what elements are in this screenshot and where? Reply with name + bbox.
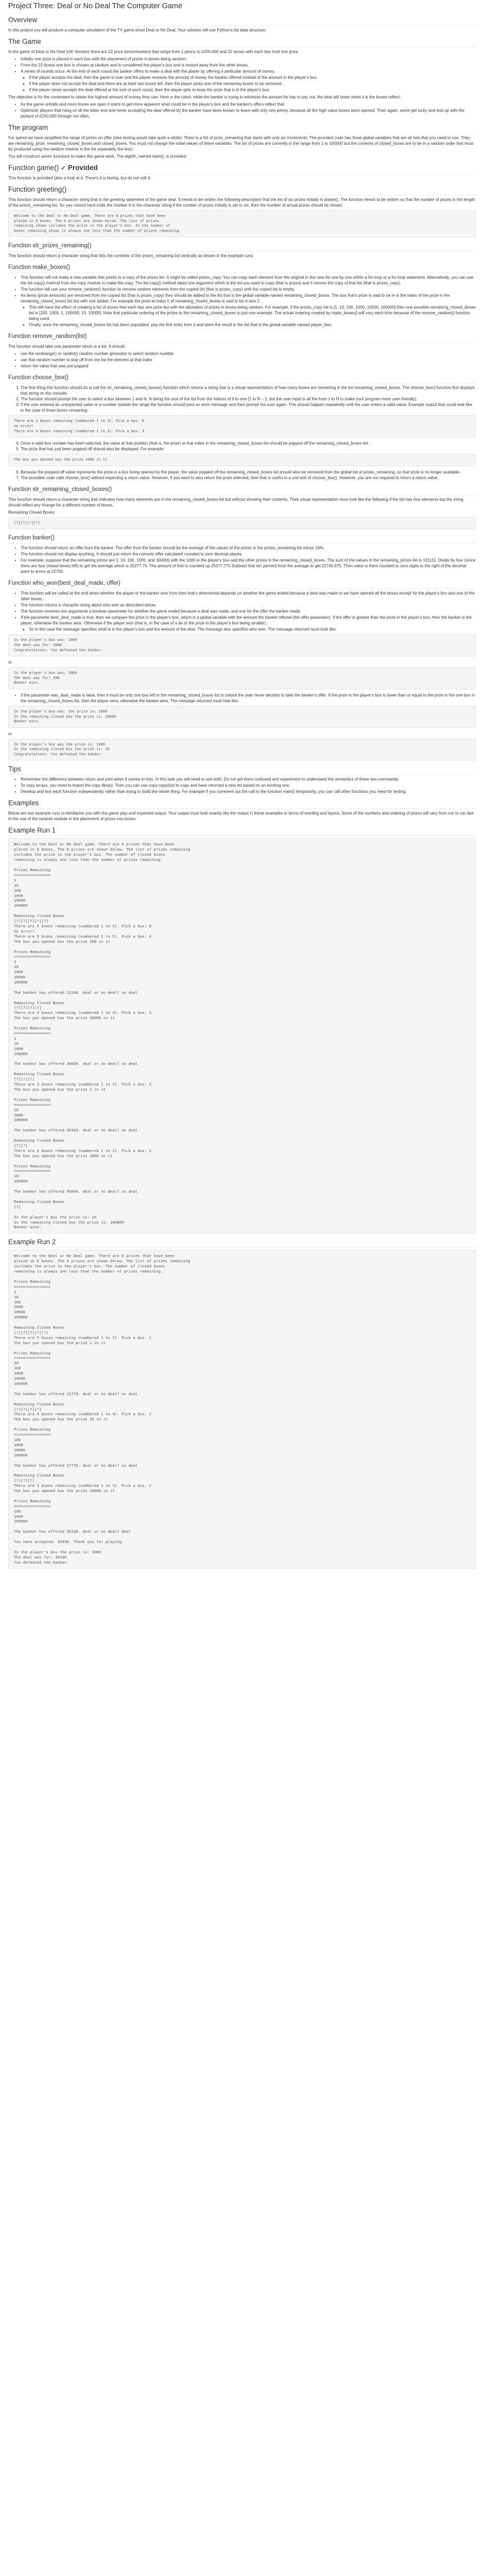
tips-list (8, 776, 476, 794)
game-intro: In the game of Deal or No Deal (UK Version) there are 22 prize denominations that range from 1 penny to £250,000 and 22 boxes with each box hold one prize. (8, 49, 299, 54)
who-won-code-1: In the player's box was: 1000 The deal was for: 5000 Congratulations. You defeated the banker. (8, 634, 476, 656)
list-item: • From the 22 boxes one box is chosen at random and is considered the player's box and is moved away from the other boxes. (21, 62, 476, 68)
who-won-sub-list (21, 626, 476, 632)
list-item: • use the randrange() or randint() random number generator to select random number (21, 351, 476, 357)
list-item: • Initially one prize is placed in each box with the placement of prizes in boxes being random. (21, 56, 476, 62)
list-item: • use that random number to pop off from the list the element at that index (21, 357, 476, 363)
fn-str-closed-text: This function should return a character string that indicates how many elements are in the remaining_closed_boxes list but without showing their contents. Their visual representation must look like the following if the list has four elements but the string should reflect any change for a different number of boxes. (8, 497, 463, 507)
list-item: • As the game unfolds and more boxes are open it starts to get more apparent what could be in the player's box and the banker's offers reflect that. (21, 101, 476, 107)
fn-greeting-heading: Function greeting() (8, 185, 476, 195)
list-item (21, 293, 476, 328)
overview-heading: Overview (8, 15, 476, 26)
fn-prizes-remaining-heading: Function str_prizes_remaining() (8, 241, 476, 251)
list-item: 3. If the user entered an unexpected value or a number outside the range the function should print an error message and then prompt the user again. This should happen repeatedly until the user enters a valid value. Example output that could look like in the case of three boxes remaining: (21, 402, 476, 413)
fn-game-heading (8, 163, 476, 174)
fn-prizes-remaining-text: This function should return a character string that lists the contents of the prizes_remaining list vertically as shown in the example runs. (8, 253, 254, 259)
examples-text: Below are two example runs to familiarise you with the game play and expected output. Your output must look exactly like the output in these examples in terms of wording and layout. Some of the numbers and ordering of prizes will vary from run to run due to the use of the random module in the placement of prizes into boxes. (8, 811, 474, 822)
list-item (21, 615, 476, 632)
game-heading: The Game (8, 37, 476, 47)
example-run-1-code: Welcome to the Deal or No Deal game. There are 6 prizes that have been placed in 6 boxes. The 6 prizes are shown below. The list of prizes remaining includes the prize in the player's box. The number of closed boxes remaining is always one less than the number of prizes remaining. Prizes Remaining ================ 1 10 100 1000 10000 100000 Remaining Closed Boxes [?][?][?][?][?] There are 5 boxes remaining (numbered 1 to 5). Pick a box: 8 no error! There are 5 boxes remaining (numbered 1 to 5). Pick a box: 4 The box you opened has the prize 100 in it Prizes Remaining ================ 1 10 1000 10000 100000 The banker has offered 22248. deal or no deal? no deal Remaining Closed Boxes [?][?][?][?] There are 4 boxes remaining (numbered 1 to 4). Pick a box: 3 The box you opened has the prize 10000 in it Prizes Remaining ================ 1 10 1000 100000 The banker has offered 30030. deal or no deal? no deal Remaining Closed Boxes [?][?][?] There are 3 boxes remaining (numbered 1 to 3). Pick a box: 3 The box you opened has the prize 1 in it Prizes Remaining ================ 10 1000 100000 The banker has offered 30303. deal or no deal? no deal Remaining Closed Boxes [?][?] There are 2 boxes remaining (numbered 1 to 2). Pick a box: 2 The box you opened has the prize 1000 in it Prizes Remaining ================ 10 100000 The banker has offered 45004. deal or no deal? no deal Remaining Closed Boxes [?] In the player's box the prize is: 10 In the remaining closed box the prize is: 100000 Banker wins. (8, 838, 476, 1233)
who-won-list-2 (8, 692, 476, 704)
remove-random-list (8, 351, 476, 369)
list-item: • For example, suppose that the remaining prizes are 1, 10, 100, 1000, and 100000 with the 1000 in the player's box and the other prizes in the remaining_closed_boxes. The sum of the values in the remaining_prizes list is 101111. Divide by four (since there are four closed boxes left) to get the average which is 25277.75. The amount of that is rounded up 25277.775 Subtract that ten percent from the average to get 22749.975. Then value is them rounded to zero digits to the right of the decimal point to arrive at 22750. (21, 557, 476, 574)
choose-box-code-2: The box you opened has the prize 1000 in it (8, 454, 476, 466)
who-won-or-1: or (8, 660, 12, 665)
list-item: 7. The provided code calls choose_box() without expecting a return value. However, if you want to also return the prize selected, then that is useful in a unit test of choose_box(). However, you are not required to return a return value. (21, 475, 476, 481)
list-item: • This function will be called at the end when whether the player or the banker won from then that's determined depends on whether the game ended because a deal was made or we have opened all the boxes except for the player's box and one of the other boxes. (21, 590, 476, 602)
game-objective: The objective is for the contestant to obtain the highest amount of money they can. Here is the catch: while the banker is trying to minimise the amount he has to pay out, the deal will lower when it is the boxes reflect: (8, 95, 401, 99)
fn-str-closed-heading: Function str_remaining_closed_boxes() (8, 485, 476, 495)
game-rules-list (8, 56, 476, 93)
fn-game-title: Function game() (8, 164, 59, 172)
example-run-1-heading: Example Run 1 (8, 826, 476, 836)
provided-badge: Provided (67, 164, 98, 172)
list-item: • The function will use your remove_random() function to remove random elements from the copied list (that is prizes_copy) until the copied list is empty. (21, 286, 476, 292)
list-item: ◦ Finally, once the remaining_closed_boxes list has been populated, pop the first entry from it and store the result in the list that is the global variable named player_box. (29, 322, 476, 328)
who-won-code-2: In the player's box was: 1000 The deal was for: 500 Banker wins. (8, 667, 476, 689)
fn-remove-random-intro: The function should take one parameter which is a list. It should: (8, 344, 126, 349)
make-boxes-list (8, 275, 476, 328)
list-item: ◦ So in the case the message specifies what is in the player's box and the amount of the deal. The message also specifies who won. The message returned must look like: (29, 626, 476, 632)
overview-text: In this project you will produce a computer simulation of the TV game show Deal or No Deal. Your solution will use Python's list data structure. (8, 28, 267, 32)
check-icon: ✔ (61, 164, 66, 172)
list-item: • Develop and test each function independently rather than trying to build the whole thing. For example if you comment out the call to the function main() temporarily, you can call other functions you need for testing. (21, 789, 476, 794)
tips-heading: Tips (8, 765, 476, 775)
example-run-2-heading: Example Run 2 (8, 1238, 476, 1248)
list-item-text: A series of rounds occur. At the end of each round the banker offers to make a deal with the player by offering a particular amount of money. (21, 69, 275, 74)
game-sub-list (21, 75, 476, 93)
choose-box-list-2 (8, 440, 476, 452)
who-won-code-4: In the player's box was the prize is: 1000 In the remaining closed box the prize is: 10 Congratulations. You defeated the banker. (8, 739, 476, 761)
fn-banker-heading: Function banker() (8, 533, 476, 544)
remaining-closed-label: Remaining Closed Boxes (8, 510, 55, 515)
list-item: 6. Because the popped-off value represents the prize in a box being opened by the player, the value popped off the remaining_closed_boxes list should also be removed from the global list of prizes_remaining, so that prize is no longer available. (21, 469, 476, 475)
list-item: • If the parameter was_deal_made is false, then it must be only one box left in the remaining_closed_boxes list to unlock the year never decides to take the banker's offer. If the prize in the player's box is lower than or equal to the prize in the one box in the remaining_closed_boxes list, then the player wins, otherwise the banker wins. The message returned must look like: (21, 692, 476, 704)
closed-boxes-code: [?][?][?][?] (8, 517, 476, 530)
list-item: • The function returns a character string about who won as described below. (21, 602, 476, 608)
fn-choose-box-heading: Function choose_box() (8, 373, 476, 383)
list-item: • The function should return an offer from the banker. The offer from the banker should be the average of the values of the prizes in the prizes_remaining list minus 10%. (21, 545, 476, 551)
fn-make-boxes-heading: Function make_boxes() (8, 263, 476, 273)
list-item: • Optimistic players that hang on till the bitter end and never accepting the deal offered by the banker have been known to leave with only one penny, because all the high value boxes were opened. Then again, some get lucky and end up with the jackpot of £250,000 through not often. (21, 108, 476, 119)
list-item: 5. The prize that has just been popped off should also be displayed. For example: (21, 446, 476, 452)
list-item: ◦ This will have the effect of creating a list of boxes that each has one prize but with the allocation of prizes to boxes being random. For example, if the prizes_copy list is [1, 10, 100, 1000, 10000, 100000] then one possible remaining_closed_boxes list is [100, 1000, 1, 100000, 10, 10000]. Note that particular ordering of the prizes in the remaining_closed_boxes is just one example. The actual ordering created by make_boxes() will vary each time because of the remove_random() function being used. (29, 304, 476, 321)
fn-who-won-heading: Function who_won(best_deal_made, offer) (8, 579, 476, 589)
examples-heading: Examples (8, 799, 476, 809)
program-text-2: You will construct seven functions to make this game work. The eighth, named main(), is provided. (8, 154, 187, 159)
list-item: • The function should not display anything. It should just return the numeric offer calculated rounded to zero decimal places. (21, 551, 476, 557)
make-boxes-sub-list (21, 304, 476, 328)
game-objective-list (8, 101, 476, 119)
choose-box-list-3 (8, 469, 476, 481)
banker-list (8, 545, 476, 574)
list-item: • This function will not make a new variable that points to a copy of the prizes list. It might be called prizes_copy. You can copy each element from the original to the new list one by one within a for-loop or a for-loop statement. Alternatively, you can use the list.copy() method from the copy module to make the copy. The list.copy() method takes one argument which is the list you want to copy (that is prizes) and it returns the copy of that list (that is prizes_copy). (21, 275, 476, 286)
program-heading: The program (8, 123, 476, 133)
who-won-code-3: In the player's box was: the prize is: 1000 In the remaining closed box the prize is: 10000 Banker wins. (8, 706, 476, 728)
list-item: • return the value that was just popped (21, 363, 476, 369)
list-item: ◦ If the player never accepts the deal offered at the end of each round, then the player gets to keep the prize that is in the player's box. (29, 87, 476, 93)
who-won-list (8, 590, 476, 632)
choose-box-code-1: There are 3 boxes remaining (numbered 1 to 3). Pick a box: 8 no error! There are 3 boxes remaining (numbered 1 to 3). Pick a box: 3 (8, 415, 476, 437)
list-item: ◦ If the player does not accept the deal and there are at least two boxes left, then the player picks one of the remaining boxes to be removed. (29, 81, 476, 87)
fn-game-text: This function is provided (also a look at it. There's it is boring, but do not edit it. (8, 176, 151, 180)
choose-box-list (8, 385, 476, 413)
greeting-code-block: Welcome to the Deal or No Deal game. There are 6 prizes that have been placed in 6 boxes. The 6 prizes are shown below. The list of prizes remaining shown includes the prize in the player's box. In the number of boxes remaining shown is always one less than the number of prizes remaining. (8, 210, 476, 237)
list-item: 1. The first thing this function should do is call the str_remaining_closed_boxes() function which returns a string that is a visual representation of how many boxes are remaining in the list remaining_closed_boxes. The choose_box() function first displays that string on the console. (21, 385, 476, 396)
list-item: • The function receives two arguments a boolean parameter for whether the game ended because a deal was made, and one for the offer the banker made. (21, 608, 476, 614)
page-title: Project Three: Deal or No Deal The Computer Game (8, 2, 182, 10)
list-item-text: As items (prize amounts) are removed from the copied list (that is prizes_copy) they should be added to the list that is the global variable named remaining_closed_boxes. The box that's prize is said to be in is the index of the prize in the remaining_closed_boxes list but with one added. For example the prize at index 0 of remaining_closed_boxes is said to be in box 1. (21, 293, 450, 304)
list-item-text: If the parameter best_deal_made is true, then we compare the prize in the player's box, which is a global variable with the amount the banker offered (the offer parameter). If the offer is greater than the prize in the player's box, then the banker is the player, otherwise the banker wins. Otherwise if the player won (that is, in the case of a tie or the prize in the player's box being smaller). (21, 615, 472, 626)
fn-remove-random-heading: Function remove_random(list) (8, 332, 476, 342)
program-text-1: For speed we have simplified the range of prizes on offer (else testing would take quite a while). There is a list of prize_remaining that starts with only six increments. The provided code has three global variables that are all lists that you need to use. They are remaining_prize, remaining_closed_boxes and closed_boxes. You must not change the initial values of these variables. The list of prizes are currently in the range from 1 to 100000 but the contents of closed_boxes are to be in a random order that must be produced using the random module in the list separately the box). (8, 135, 474, 151)
fn-greeting-text: This function should return a character string that is the greeting statement of the game deal. It needs to be written the following description that the list of six prizes initially is drawn(). The function needs to be written so that the number of prizes in the length of the prizes_remaining list. So you cannot hard-code the number 6 in the character string if the number of prizes initially is set to six, then the number of actual prizes should be shown: (8, 197, 475, 208)
list-item: ◦ If the player accepts the deal, then the game is over and the player receives the amount of money the banker offered instead of the amount in the player's box. (29, 75, 476, 80)
list-item: 2. The function should prompt the user to select a box between 1 and N. N being the size of the list from the indices of it to one (1 to N − 1, but the user input is all the from 1 to N to make your program more user-friendly). (21, 396, 476, 402)
list-item: • To copy arrays, you need to import the copy library. Then you can use copy.copy(list) to copy and have returned a new list based on an existing one. (21, 783, 476, 788)
list-item: • Remember the difference between return and print when it comes to lists. In this task you will need to use both. Do not get them confused and experiment to understand the semantics of these two commands. (21, 776, 476, 782)
example-run-2-code: Welcome to the Deal or No Deal game. There are 6 prizes that have been placed in 6 boxes. The 6 prizes are shown below. The list of prizes remaining includes the prize in the player's box. The number of closed boxes remaining is always one less than the number of prizes remaining. Prizes Remaining ================ 1 10 100 1000 10000 100000 Remaining Closed Boxes [?][?][?][?][?] There are 5 boxes remaining (numbered 1 to 5). Pick a box: 1 The box you opened has the prize 1 in it Prizes Remaining ================ 10 100 1000 10000 100000 The banker has offered 22770. deal or no deal? no deal Remaining Closed Boxes [?][?][?][?] There are 4 boxes remaining (numbered 1 to 4). Pick a box: 2 The box you opened has the prize 10 in it Prizes Remaining ================ 100 1000 10000 100000 The banker has offered 27776. deal or no deal? no deal Remaining Closed Boxes [?][?][?] There are 3 boxes remaining (numbered 1 to 3). Pick a box: 1 The box you opened has the prize 10000 in it Prizes Remaining ================ 100 1000 100000 The banker has offered 30330. deal or no deal? deal You have accepted: 30330. Thank you for playing. In the player's box the prize is: 1000 The deal was for: 30330 You defeated the banker. (8, 1250, 476, 1568)
list-item: 4. Once a valid box number has been selected, the value at that position (that is, the prize) at that index in the remaining_closed_boxes list should be popped off the remaining_closed_boxes list. (21, 440, 476, 446)
list-item (21, 69, 476, 93)
who-won-or-2: or (8, 731, 12, 736)
